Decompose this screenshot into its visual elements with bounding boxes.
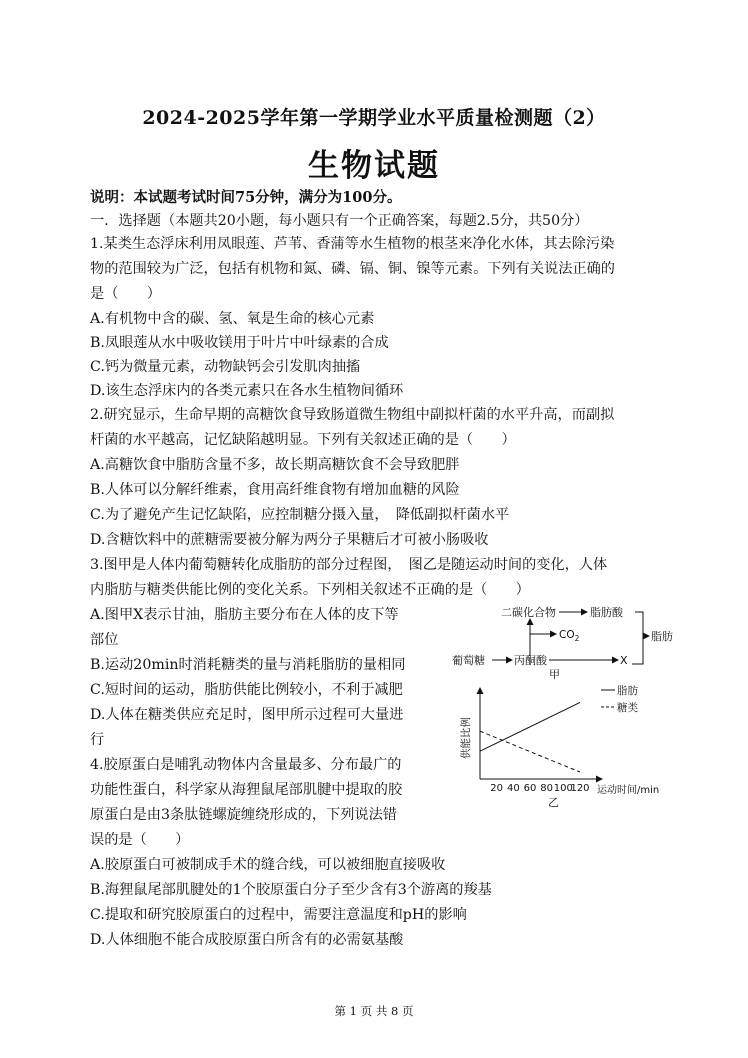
page-footer: 第 1 页 共 8 页 — [334, 1004, 414, 1018]
q3-option-d: D.人体在糖类供应充足时，图甲所示过程可大量进 — [90, 707, 404, 723]
x-axis-label: 运动时间/min — [597, 785, 660, 796]
paper-title: 2024-2025学年第一学期学业水平质量检测题（2） — [142, 107, 606, 129]
series-line-fat — [480, 702, 580, 751]
legend-fat-label: 脂肪 — [617, 685, 638, 697]
q3-option-a-cont: 部位 — [90, 632, 119, 648]
label-x: X — [620, 654, 628, 667]
q4-option-b: B.海狸鼠尾部肌腱处的1个胶原蛋白分子至少含有3个游离的羧基 — [90, 882, 492, 898]
q1-stem-line: 1.某类生态浮床利用凤眼莲、芦苇、香蒲等水生植物的根茎来净化水体，其去除污染 — [90, 236, 615, 252]
x-tick-label: 80 — [540, 783, 554, 794]
legend-sugar-label: 糖类 — [617, 702, 638, 714]
q1-stem-line: 物的范围较为广泛，包括有机物和氮、磷、镉、铜、镍等元素。下列有关说法正确的 — [90, 261, 615, 277]
y-axis-label: 供能比例 — [460, 717, 472, 759]
figure-jia-pathway — [445, 598, 685, 680]
q2-stem-line: 2.研究显示，生命早期的高糖饮食导致肠道微生物组中副拟杆菌的水平升高，而副拟 — [90, 407, 615, 423]
q4-stem-line: 原蛋白是由3条肽链螺旋缠绕形成的，下列说法错 — [90, 807, 397, 823]
q3-option-b: B.运动20min时消耗糖类的量与消耗脂肪的量相同 — [90, 657, 406, 673]
q3-stem-line: 3.图甲是人体内葡萄糖转化成脂肪的部分过程图， 图乙是随运动时间的变化，人体 — [90, 557, 608, 573]
q4-stem-line: 4.胶原蛋白是哺乳动物体内含量最多、分布最广的 — [90, 757, 402, 773]
label-fatty-acid: 脂肪酸 — [590, 606, 623, 619]
q3-option-d-cont: 行 — [90, 732, 105, 748]
figure-yi-chart — [455, 680, 687, 808]
q3-option-a: A.图甲X表示甘油，脂肪主要分布在人体的皮下等 — [90, 607, 399, 623]
exam-note: 说明：本试题考试时间75分钟，满分为100分。 — [90, 189, 402, 206]
x-tick-label: 120 — [570, 783, 590, 794]
x-tick-label: 100 — [553, 783, 573, 794]
q2-stem-line: 杆菌的水平越高，记忆缺陷越明显。下列有关叙述正确的是（ ） — [90, 432, 516, 448]
q1-option-c: C.钙为微量元素，动物缺钙会引发肌肉抽搐 — [90, 359, 361, 375]
q4-stem-line: 功能性蛋白，科学家从海狸鼠尾部肌腱中提取的胶 — [90, 782, 403, 798]
series-line-sugar — [480, 731, 580, 772]
x-tick-labels — [490, 783, 589, 794]
label-co2: $CO_2$ — [559, 629, 580, 643]
q2-option-c: C.为了避免产生记忆缺陷，应控制糖分摄入量， 降低副拟杆菌水平 — [90, 507, 510, 523]
q2-option-a: A.高糖饮食中脂肪含量不多，故长期高糖饮食不会导致肥胖 — [90, 457, 460, 473]
q3-option-c: C.短时间的运动，脂肪供能比例较小，不利于减肥 — [90, 682, 403, 698]
section-heading: 一．选择题（本题共20小题，每小题只有一个正确答案，每题2.5分，共50分） — [90, 213, 589, 229]
q4-stem-line: 误的是（ ） — [90, 832, 190, 848]
x-tick-label: 40 — [506, 783, 520, 794]
figure-yi-caption: 乙 — [548, 796, 559, 808]
q4-option-d: D.人体细胞不能合成胶原蛋白所含有的必需氨基酸 — [90, 932, 404, 948]
label-fat: 脂肪 — [651, 630, 673, 643]
q1-option-a: A.有机物中含的碳、氢、氧是生命的核心元素 — [90, 311, 375, 327]
q4-option-a: A.胶原蛋白可被制成手术的缝合线，可以被细胞直接吸收 — [90, 857, 446, 873]
q4-option-c: C.提取和研究胶原蛋白的过程中，需要注意温度和pH的影响 — [90, 907, 467, 923]
x-tick-label: 20 — [490, 783, 504, 794]
subject-title: 生物试题 — [308, 148, 440, 184]
q3-stem-line: 内脂肪与糖类供能比例的变化关系。下列相关叙述不正确的是（ ） — [90, 582, 530, 598]
q1-option-b: B.凤眼莲从水中吸收镁用于叶片中叶绿素的合成 — [90, 335, 389, 351]
q2-option-b: B.人体可以分解纤维素，食用高纤维食物有增加血糖的风险 — [90, 482, 460, 498]
chart-series — [480, 702, 580, 772]
bracket-to-fat — [632, 612, 643, 664]
label-two-carbon-compound: 二碳化合物 — [501, 606, 556, 619]
q1-option-d: D.该生态浮床内的各类元素只在各水生植物间循环 — [90, 383, 404, 399]
q2-option-d: D.含糖饮料中的蔗糖需要被分解为两分子果糖后才可被小肠吸收 — [90, 532, 489, 548]
label-pyruvate: 丙酮酸 — [514, 654, 547, 667]
label-glucose: 葡萄糖 — [452, 654, 485, 667]
q1-stem-line: 是（ ） — [90, 286, 161, 302]
figure-jia-caption: 甲 — [549, 668, 560, 680]
x-tick-label: 60 — [523, 783, 537, 794]
